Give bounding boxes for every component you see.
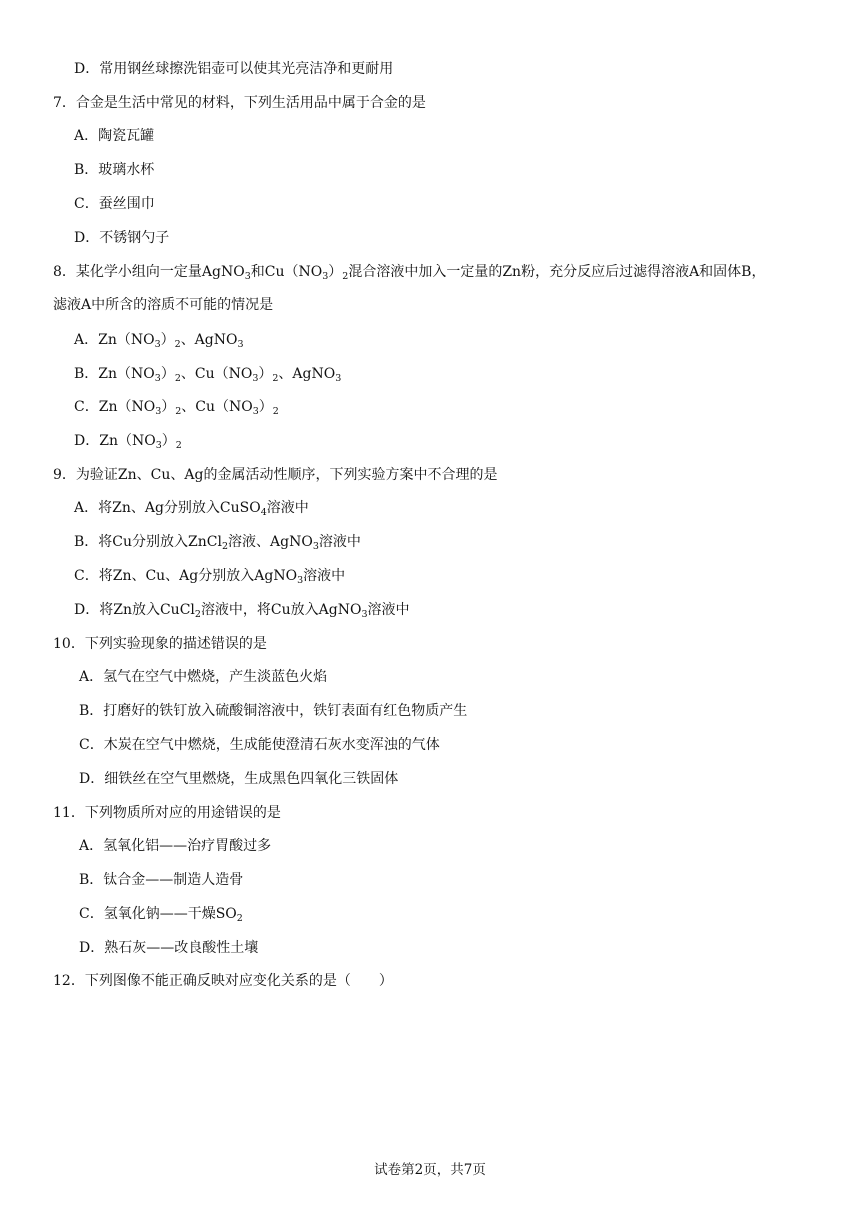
option-9c: C．将Zn、Cu、Ag分别放入AgNO$_3$溶液中: [74, 568, 346, 586]
question-10: 10．下列实验现象的描述错误的是: [53, 636, 267, 652]
option-11b: B．钛合金——制造人造骨: [79, 872, 244, 888]
option-6d: D．常用钢丝球擦洗铝壶可以使其光亮洁净和更耐用: [74, 61, 394, 77]
option-8d: D．$Zn(NO_3)_2$: [74, 433, 182, 451]
option-10b: B．打磨好的铁钉放入硫酸铜溶液中，铁钉表面有红色物质产生: [79, 703, 468, 719]
question-8-continued: 滤液A中所含的溶质不可能的情况是: [53, 297, 274, 313]
question-8: 8．某化学小组向一定量AgNO$_3$和$Cu(NO_3)_2$混合溶液中加入一定量的Zn粉，充分反应后过滤得溶液A和固体B，: [53, 264, 766, 282]
question-11: 11．下列物质所对应的用途错误的是: [53, 805, 281, 821]
option-10c: C．木炭在空气中燃烧，生成能使澄清石灰水变浑浊的气体: [79, 737, 440, 753]
question-12: 12．下列图像不能正确反映对应变化关系的是（ ）: [53, 973, 393, 989]
option-8a: A．$Zn(NO_3)_2$、AgNO$_3$: [74, 332, 244, 350]
option-11c: C．氢氧化钠——干燥$SO_2$: [79, 906, 243, 924]
option-7a: A．陶瓷瓦罐: [74, 128, 155, 144]
option-7c: C．蚕丝围巾: [74, 196, 155, 212]
question-9: 9．为验证Zn、Cu、Ag的金属活动性顺序，下列实验方案中不合理的是: [53, 467, 498, 483]
option-7b: B．玻璃水杯: [74, 162, 155, 178]
option-7d: D．不锈钢勺子: [74, 230, 170, 246]
option-9a: A．将Zn、Ag分别放入CuSO$_4$溶液中: [74, 500, 309, 518]
option-11a: A．氢氧化铝——治疗胃酸过多: [79, 838, 272, 854]
option-9b: B．将Cu分别放入ZnCl$_2$溶液、AgNO$_3$溶液中: [74, 534, 361, 552]
option-11d: D．熟石灰——改良酸性土壤: [79, 940, 259, 956]
option-8b: B．$Zn(NO_3)_2$、$Cu(NO_3)_2$、AgNO$_3$: [74, 366, 342, 384]
option-9d: D．将Zn放入CuCl$_2$溶液中，将Cu放入AgNO$_3$溶液中: [74, 602, 410, 620]
question-7: 7．合金是生活中常见的材料，下列生活用品中属于合金的是: [53, 95, 426, 111]
page-footer: 试卷第2页，共7页: [374, 1162, 486, 1178]
option-10d: D．细铁丝在空气里燃烧，生成黑色四氧化三铁固体: [79, 771, 399, 787]
option-10a: A．氢气在空气中燃烧，产生淡蓝色火焰: [79, 669, 328, 685]
option-8c: C．$Zn(NO_3)_2$、$Cu(NO_3)_2$: [74, 399, 279, 417]
